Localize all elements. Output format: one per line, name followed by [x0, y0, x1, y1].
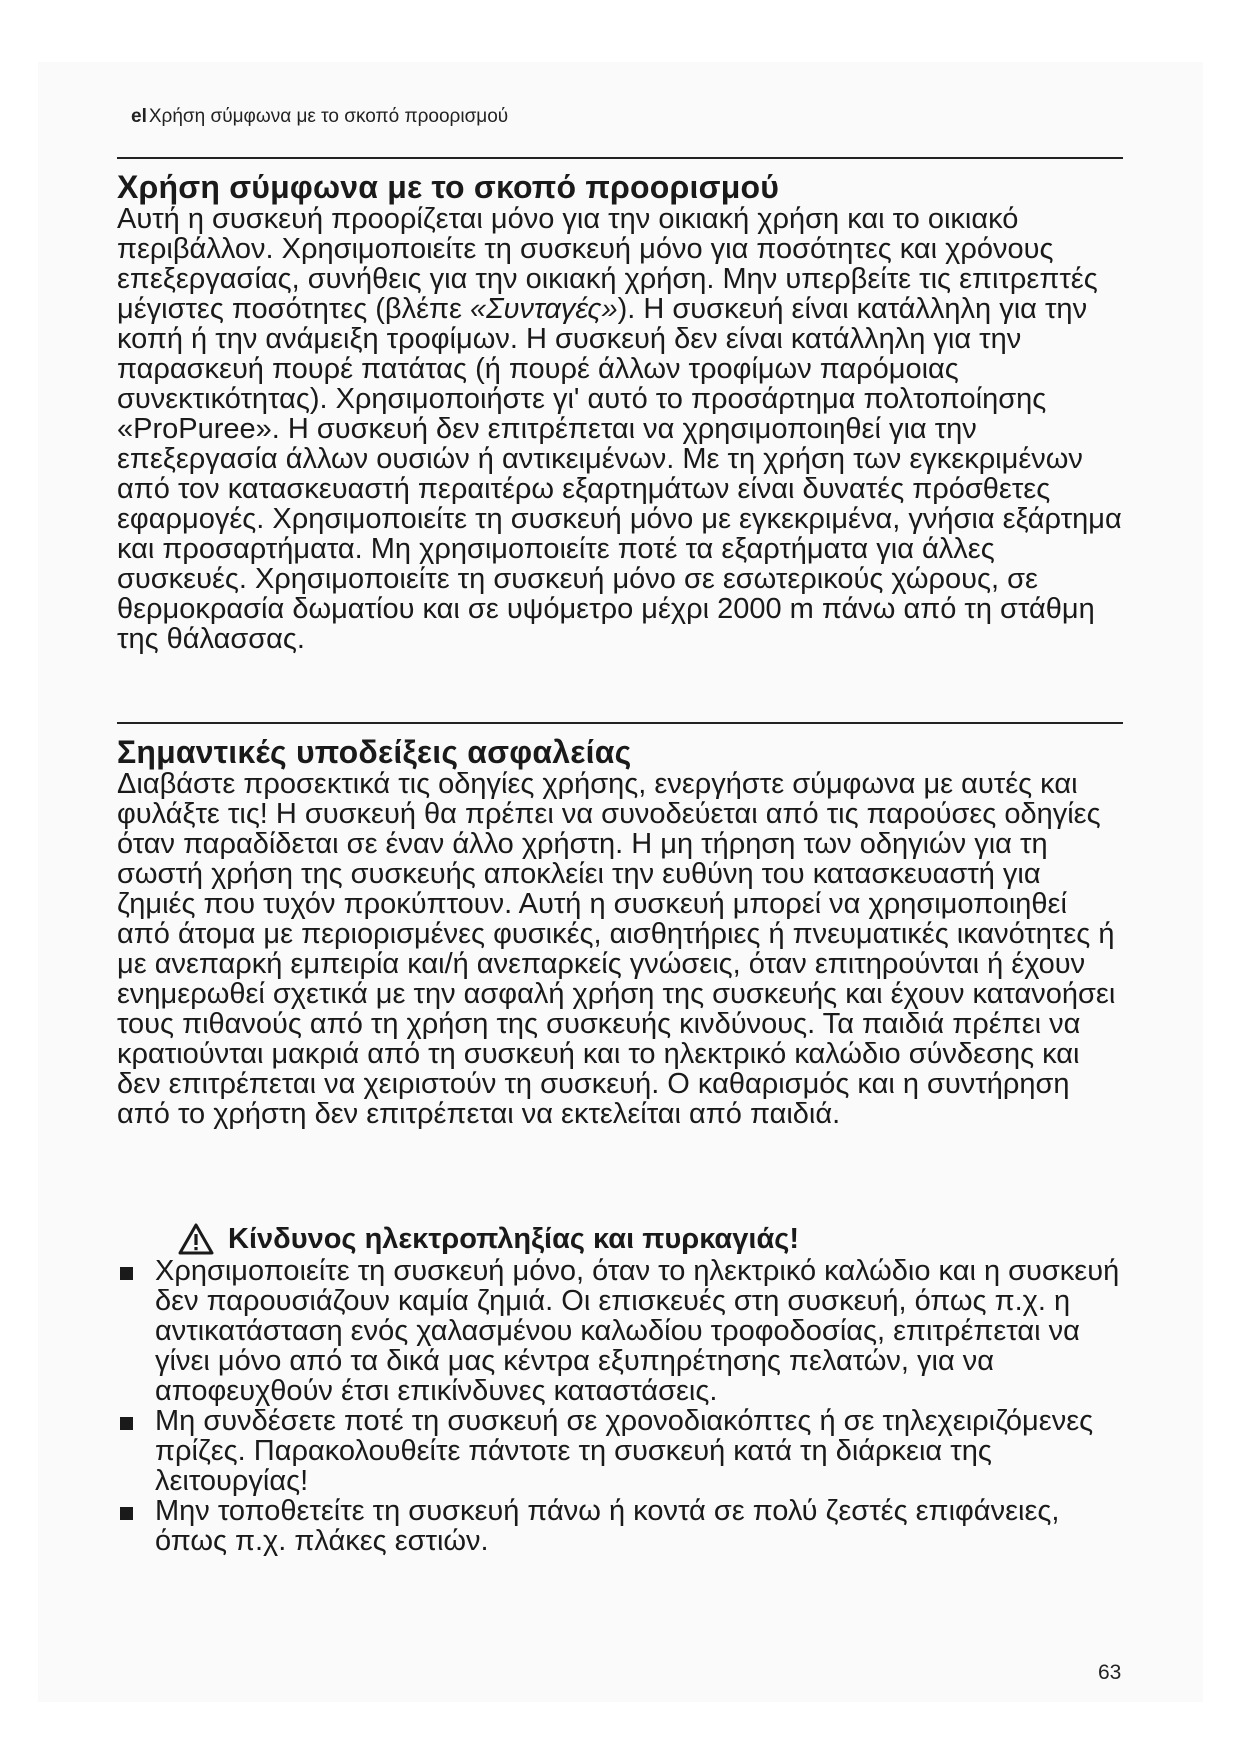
list-item: Μη συνδέσετε ποτέ τη συσκευή σε χρονοδιακόπτες ή σε τηλεχειριζόμενες πρίζες. Παρακολουθείτε πάντοτε τη συσκευή κατά τη διάρκεια της λειτουργίας! — [117, 1406, 1127, 1496]
bullet-square-icon — [120, 1507, 133, 1520]
section-intended-use — [117, 170, 1127, 654]
section-heading: Σημαντικές υποδείξεις ασφαλείας — [117, 734, 632, 770]
list-item: Χρησιμοποιείτε τη συσκευή μόνο, όταν το ηλεκτρικό καλώδιο και η συσκευή δεν παρουσιάζουν καμία ζημιά. Οι επισκευές στη συσκευή, όπως π.χ. η αντικατάσταση ενός χαλασμένου καλωδίου τροφοδοσίας, επιτρέπεται να γίνει μόνο από τα δικά μας κέντρα εξυπηρέτησης πελατών, για να αποφευχθούν έτσι επικίνδυνες καταστάσεις. — [117, 1256, 1127, 1406]
section-body: Αυτή η συσκευή προορίζεται μόνο για την οικιακή χρήση και το οικιακό περιβάλλον. Χρησιμοποιείτε τη συσκευή μόνο για ποσότητες και χρόνους επεξεργασίας, συνήθεις για την οικιακή χρήση. Μην υπερβείτε τις επιτρεπτές μέγιστες ποσότητες (βλέπε «Συνταγές»). Η συσκευή είναι κατάλληλη για την κοπή ή την ανάμειξη τροφίμων. Η συσκευή δεν είναι κατάλληλη για την παρασκευή πουρέ πατάτας (ή πουρέ άλλων τροφίμων παρόμοιας συνεκτικότητας). Χρησιμοποιήστε γι' αυτό το προσάρτημα πολτοποίησης «ProPuree». Η συσκευή δεν επιτρέπεται να χρησιμοποιηθεί για την επεξεργασία άλλων ουσιών ή αντικειμένων. Με τη χρήση των εγκεκριμένων από τον κατασκευαστή περαιτέρω εξαρτημάτων είναι δυνατές πρόσθετες εφαρμογές. Χρησιμοποιείτε τη συσκευή μόνο με εγκεκριμένα, γνήσια εξάρτημα και προσαρτήματα. Μη χρησιμοποιείτε ποτέ τα εξαρτήματα για άλλες συσκευές. Χρησιμοποιείτε τη συσκευή μόνο σε εσωτερικούς χώρους, σε θερμοκρασία δωματίου και σε υψόμετρο μέχρι 2000 m πάνω από τη στάθμη της θάλασσας. — [117, 203, 1122, 655]
section-heading: Χρήση σύμφωνα με το σκοπό προορισμού — [117, 169, 780, 205]
warning-heading — [178, 1223, 799, 1255]
section-safety — [117, 735, 1127, 1129]
section-divider — [117, 722, 1123, 724]
language-code: el — [131, 106, 147, 127]
section-body: Διαβάστε προσεκτικά τις οδηγίες χρήσης, ενεργήστε σύμφωνα με αυτές και φυλάξτε τις! Η συσκευή θα πρέπει να συνοδεύεται από τις παρούσες οδηγίες όταν παραδίδεται σε έναν άλλο χρήστη. Η μη τήρηση των οδηγιών για τη σωστή χρήση της συσκευής αποκλείει την ευθύνη του κατασκευαστή για ζημιές που τυχόν προκύπτουν. Αυτή η συσκευή μπορεί να χρησιμοποιηθεί από άτομα με περιορισμένες φυσικές, αισθητήριες ή πνευματικές ικανότητες ή με ανεπαρκή εμπειρία και/ή ανεπαρκείς γνώσεις, όταν επιτηρούνται ή έχουν ενημερωθεί σχετικά με την ασφαλή χρήση της συσκευής και έχουν κατανοήσει τους πιθανούς από τη χρήση της συσκευής κινδύνους. Τα παιδιά πρέπει να κρατιούνται μακριά από τη συσκευή και το ηλεκτρικό καλώδιο σύνδεσης και δεν επιτρέπεται να χειριστούν τη συσκευή. Ο καθαρισμός και η συντήρηση από το χρήστη δεν επιτρέπεται να εκτελείται από παιδιά. — [117, 768, 1116, 1130]
bullet-square-icon — [120, 1417, 133, 1430]
bullet-square-icon — [120, 1267, 133, 1280]
cross-reference: «Συνταγές» — [470, 293, 618, 325]
warning-title: Κίνδυνος ηλεκτροπληξίας και πυρκαγιάς! — [228, 1223, 800, 1255]
running-header — [131, 106, 508, 128]
section-divider — [117, 157, 1123, 159]
running-header-title: Χρήση σύμφωνα με το σκοπό προορισμού — [148, 106, 509, 127]
safety-bullet-list — [117, 1256, 1127, 1556]
warning-triangle-icon — [178, 1223, 214, 1255]
list-item: Μην τοποθετείτε τη συσκευή πάνω ή κοντά σε πολύ ζεστές επιφάνειες, όπως π.χ. πλάκες εστιών. — [117, 1496, 1127, 1556]
page-number: 63 — [1098, 1661, 1122, 1684]
